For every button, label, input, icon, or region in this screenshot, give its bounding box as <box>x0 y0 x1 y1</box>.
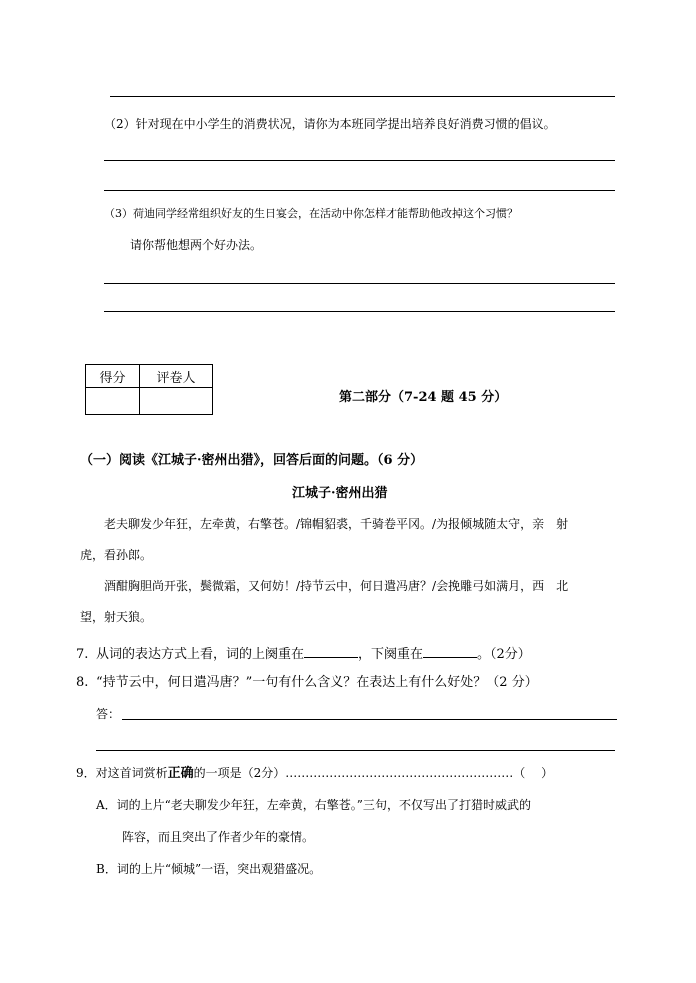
q7-blank-2[interactable] <box>423 643 477 658</box>
q7-num: 7. <box>76 647 89 662</box>
q6-item3-line2: 请你帮他想两个好办法。 <box>130 238 263 252</box>
q9-option-a-cont: 阵容，而且突出了作者少年的豪情。 <box>122 830 315 844</box>
answer-line[interactable] <box>122 719 617 720</box>
part2-title: 第二部分（7-24 题 45 分） <box>339 390 508 405</box>
poem-line: 虎，看孙郎。 <box>80 548 153 562</box>
grader-header: 评卷人 <box>140 365 213 388</box>
score-table <box>85 364 213 415</box>
q6-item3-line1: （3）荷迪同学经常组织好友的生日宴会，在活动中你怎样才能帮助他改掉这个习惯？ <box>104 207 518 220</box>
answer-line[interactable] <box>104 160 615 161</box>
poem-line: 望，射天狼。 <box>80 610 153 624</box>
q9-emphasis: 正确 <box>167 766 194 781</box>
q8-num: 8. <box>76 675 89 690</box>
q9-option-a[interactable]: A．词的上片“老夫聊发少年狂，左牵黄，右擎苍。”三句，不仅写出了打猎时威武的 <box>96 798 531 812</box>
q9-option-b[interactable]: B．词的上片“倾城”一语，突出观猎盛况。 <box>96 862 322 876</box>
poem-line: 酒酣胸胆尚开张，鬓微霜，又何妨！/持节云中，何日遣冯唐？/会挽雕弓如满月，西 北 <box>104 579 569 593</box>
answer-line[interactable] <box>104 311 615 312</box>
q7-blank-1[interactable] <box>304 643 358 658</box>
poem-line: 老夫聊发少年狂，左牵黄，右擎苍。/锦帽貂裘，千骑卷平冈。/为报倾城随太守，亲 射 <box>104 517 569 531</box>
answer-line[interactable] <box>96 750 615 751</box>
grader-cell[interactable] <box>140 388 213 415</box>
score-header: 得分 <box>86 365 140 388</box>
section1-heading: （一）阅读《江城子·密州出猎》，回答后面的问题。（6 分） <box>80 453 424 468</box>
answer-line[interactable] <box>110 96 615 97</box>
poem-title: 江城子·密州出猎 <box>292 486 388 501</box>
answer-line[interactable] <box>104 190 615 191</box>
score-cell[interactable] <box>86 388 140 415</box>
q6-item2: （2）针对现在中小学生的消费状况，请你为本班同学提出培养良好消费习惯的倡议。 <box>104 117 556 131</box>
question-7: 7. 从词的表达方式上看，词的上阕重在 ，下阕重在 。（2分） <box>76 643 531 663</box>
question-9: 9．对这首词赏析正确的一项是（2分）…………………………………………………（ ） <box>76 766 554 781</box>
question-8: 8. “持节云中，何日遣冯唐？”一句有什么含义？在表达上有什么好处？（2 分） <box>76 675 538 690</box>
q8-answer-label: 答： <box>96 707 121 721</box>
answer-line[interactable] <box>104 283 615 284</box>
